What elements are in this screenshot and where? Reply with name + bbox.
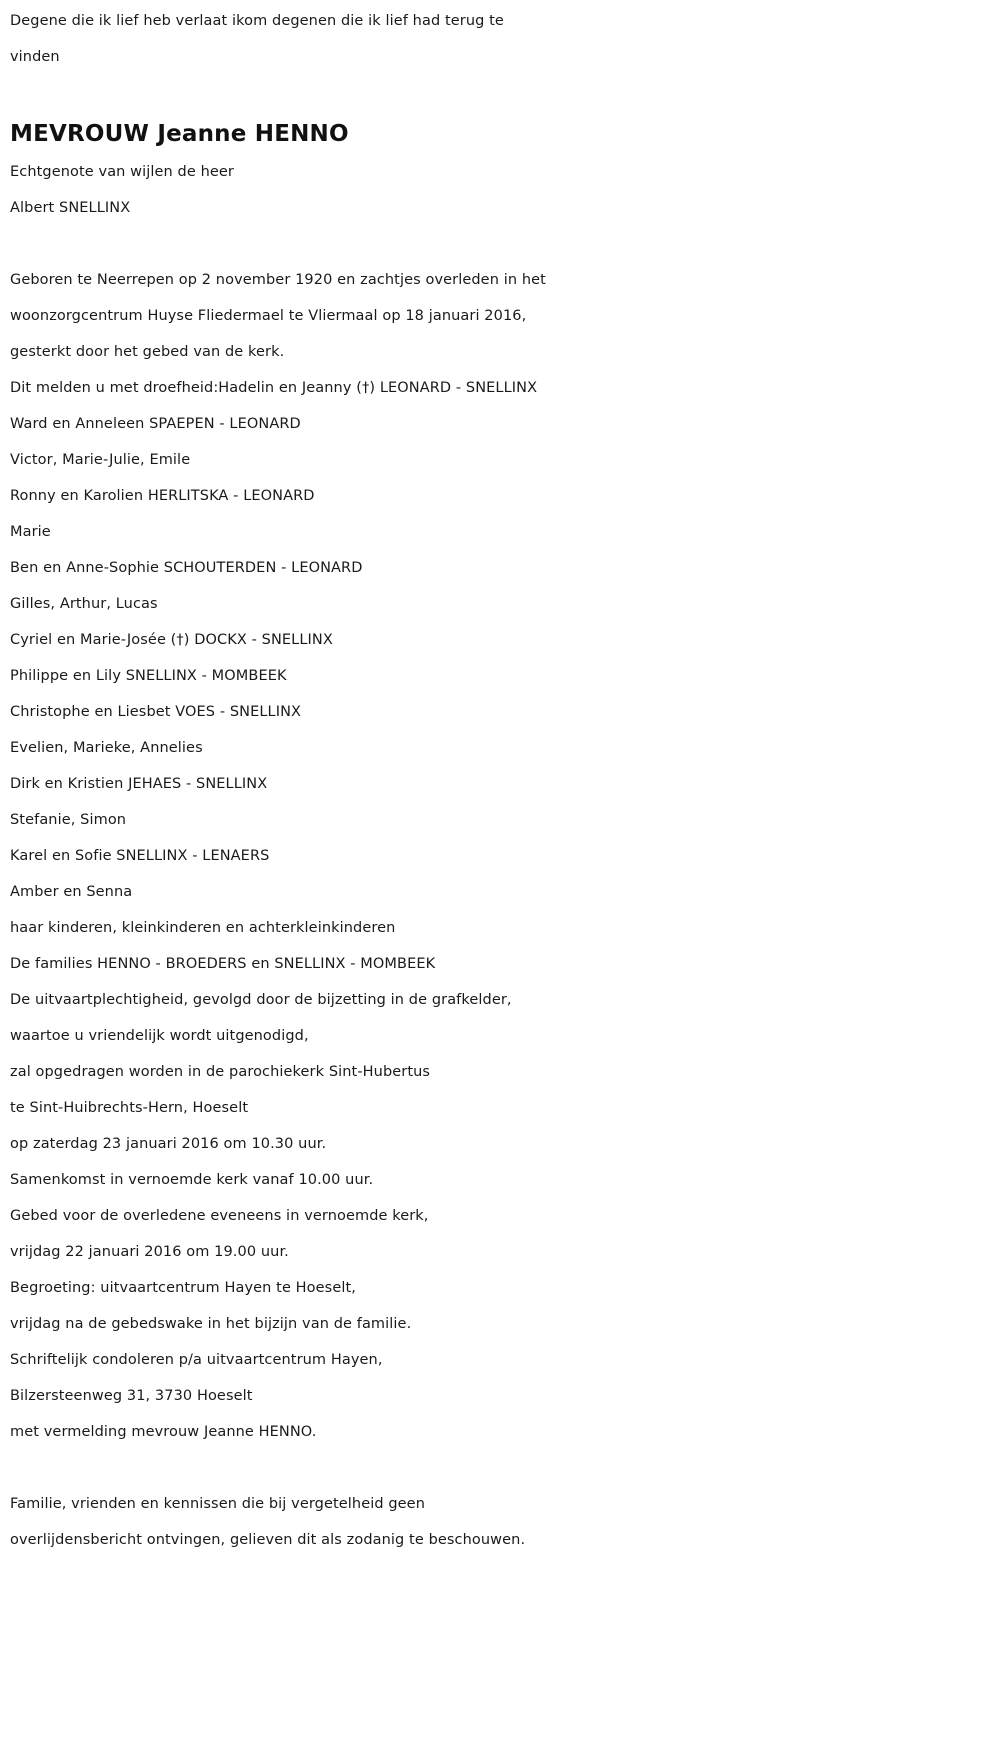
memorial-quote (10, 3, 995, 75)
body-line: Philippe en Lily SNELLINX - MOMBEEK (10, 668, 287, 684)
body-line: op zaterdag 23 januari 2016 om 10.30 uur. (10, 1136, 327, 1152)
body-line: woonzorgcentrum Huyse Fliedermael te Vliermaal op 18 januari 2016, (10, 308, 527, 324)
body-line: Christophe en Liesbet VOES - SNELLINX (10, 704, 302, 720)
body-line: Schriftelijk condoleren p/a uitvaartcentrum Hayen, (10, 1352, 383, 1368)
body-line: Samenkomst in vernoemde kerk vanaf 10.00 uur. (10, 1172, 374, 1188)
closing-line: Familie, vrienden en kennissen die bij vergetelheid geen (10, 1496, 425, 1512)
body-line: Victor, Marie-Julie, Emile (10, 452, 191, 468)
obituary-notice (10, 3, 995, 1558)
body-line: Ben en Anne-Sophie SCHOUTERDEN - LEONARD (10, 560, 363, 576)
body-line: vrijdag 22 januari 2016 om 19.00 uur. (10, 1244, 289, 1260)
body-line: Evelien, Marieke, Annelies (10, 740, 203, 756)
body-line: Cyriel en Marie-Josée (†) DOCKX - SNELLINX (10, 632, 333, 648)
body-line: Bilzersteenweg 31, 3730 Hoeselt (10, 1388, 253, 1404)
body-line: waartoe u vriendelijk wordt uitgenodigd, (10, 1028, 309, 1044)
body-line: Dirk en Kristien JEHAES - SNELLINX (10, 776, 268, 792)
spacer (10, 1450, 995, 1486)
body-line: De families HENNO - BROEDERS en SNELLINX - MOMBEEK (10, 956, 436, 972)
spouse-name: Albert SNELLINX (10, 200, 131, 216)
deceased-name: MEVROUW Jeanne HENNO (10, 121, 349, 147)
body-line: Stefanie, Simon (10, 812, 127, 828)
body-line: Ronny en Karolien HERLITSKA - LEONARD (10, 488, 315, 504)
body-line: gesterkt door het gebed van de kerk. (10, 344, 285, 360)
body-line: Geboren te Neerrepen op 2 november 1920 en zachtjes overleden in het (10, 272, 546, 288)
spacer (10, 226, 995, 262)
spouse-line: Echtgenote van wijlen de heer (10, 164, 234, 180)
body-line: Karel en Sofie SNELLINX - LENAERS (10, 848, 270, 864)
notice-body (10, 262, 995, 1450)
body-line: te Sint-Huibrechts-Hern, Hoeselt (10, 1100, 249, 1116)
closing-line: overlijdensbericht ontvingen, gelieven dit als zodanig te beschouwen. (10, 1532, 526, 1548)
body-line: Gebed voor de overledene eveneens in vernoemde kerk, (10, 1208, 429, 1224)
body-line: Gilles, Arthur, Lucas (10, 596, 158, 612)
spacer (10, 75, 995, 114)
body-line: Dit melden u met droefheid:Hadelin en Jeanny (†) LEONARD - SNELLINX (10, 380, 538, 396)
body-line: Amber en Senna (10, 884, 133, 900)
body-line: Begroeting: uitvaartcentrum Hayen te Hoeselt, (10, 1280, 356, 1296)
body-line: met vermelding mevrouw Jeanne HENNO. (10, 1424, 317, 1440)
body-line: De uitvaartplechtigheid, gevolgd door de bijzetting in de grafkelder, (10, 992, 512, 1008)
body-line: haar kinderen, kleinkinderen en achterkleinkinderen (10, 920, 396, 936)
body-line: Ward en Anneleen SPAEPEN - LEONARD (10, 416, 301, 432)
body-line: vrijdag na de gebedswake in het bijzijn van de familie. (10, 1316, 412, 1332)
quote-line: Degene die ik lief heb verlaat ikom degenen die ik lief had terug te (10, 13, 504, 29)
quote-line: vinden (10, 49, 60, 65)
body-line: zal opgedragen worden in de parochiekerk Sint-Hubertus (10, 1064, 431, 1080)
body-line: Marie (10, 524, 51, 540)
